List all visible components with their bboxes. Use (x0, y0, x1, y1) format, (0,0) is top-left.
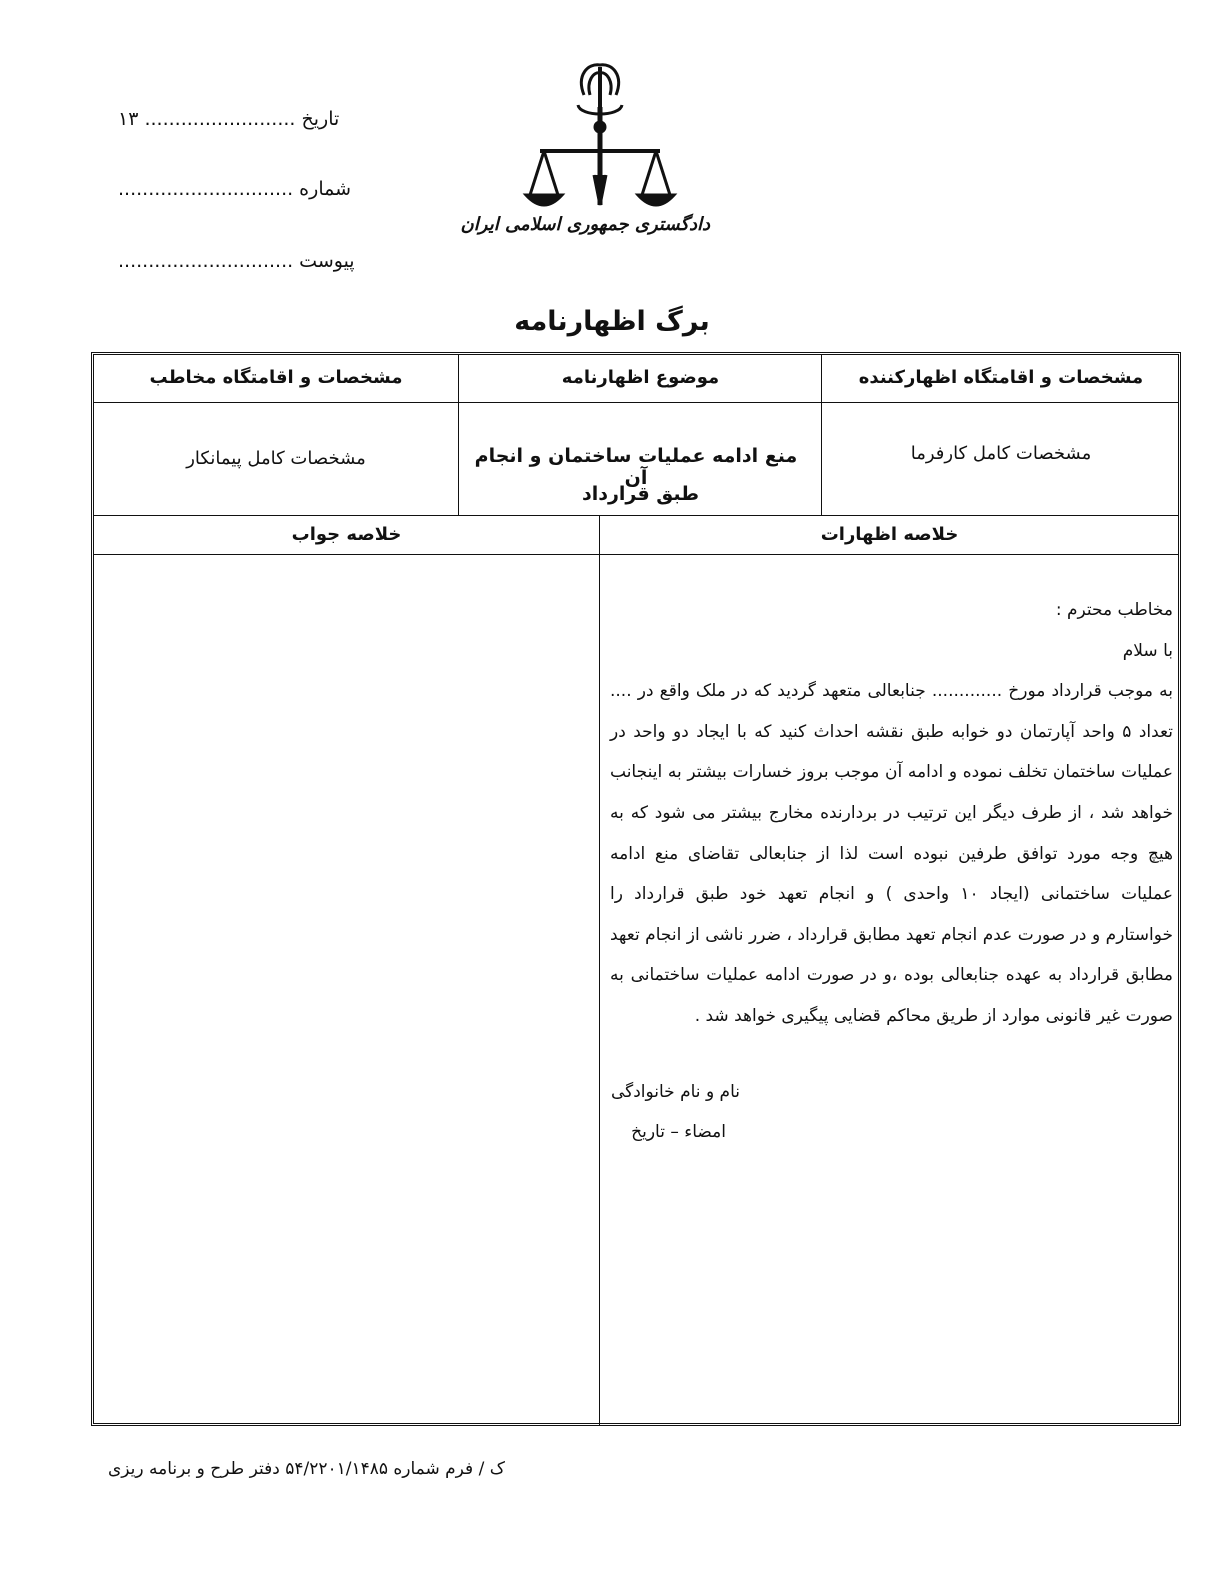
subject-value-line2: طبق قرارداد (581, 483, 700, 505)
header-reply-summary: خلاصه جواب (291, 524, 402, 545)
header-addressee: مشخصات و اقامتگاه مخاطب (149, 367, 403, 388)
table-divider (94, 402, 1178, 403)
declarant-value: مشخصات کامل کارفرما (910, 443, 1092, 464)
signature-date-label: امضاء – تاریخ (631, 1122, 726, 1142)
form-footer: ک / فرم شماره ۵۴/۲۲۰۱/۱۴۸۵ دفتر طرح و برنامه ریزی (108, 1459, 505, 1479)
salutation: مخاطب محترم : (1055, 600, 1173, 620)
statement-paragraph: به موجب قرارداد مورخ ............. جنابعالی متعهد گردید که در ملک واقع در .... تعداد ۵ واحد آپارتمان دو خوابه طبق نقشه احداث کنید که با ایجاد دو واحد در عملیات ساختمان تخلف نموده و ادامه آن موجب بروز خسارات بیشتر به اینجانب خواهد شد ، از طرف دیگر این ترتیب در بردارنده مخارج بیشتر می شود که به هیچ وجه مورد توافق طرفین نبوده است لذا از جنابعالی تقاضای منع ادامه عملیات ساختمانی (ایجاد ۱۰ واحدی ) و انجام تعهد خود طبق قرارداد را خواستارم و در صورت عدم انجام تعهد مطابق قرارداد ، ضرر ناشی از انجام تعهد مطابق قرارداد به عهده جنابعالی بوده ،و در صورت ادامه عملیات ساختمانی به صورت غیر قانونی موارد از طریق محاکم قضایی پیگیری خواهد شد . (610, 681, 1173, 1026)
page-title: برگ اظهارنامه (514, 306, 710, 337)
subject-value-line1: منع ادامه عملیات ساختمان و انجام آن (474, 445, 798, 489)
table-divider (94, 515, 1178, 516)
header-declarant: مشخصات و اقامتگاه اظهارکننده (858, 367, 1144, 388)
table-divider (599, 515, 600, 1425)
emblem-caption: دادگستری جمهوری اسلامی ایران (460, 214, 710, 235)
table-divider (94, 554, 1178, 555)
table-divider (821, 355, 822, 515)
attachment-field: پیوست ............................. (118, 250, 355, 272)
name-label: نام و نام خانوادگی (610, 1082, 740, 1102)
greeting: با سلام (1122, 640, 1173, 661)
statements-body (610, 590, 1173, 1037)
header-statements-summary: خلاصه اظهارات (820, 524, 959, 545)
header-subject: موضوع اظهارنامه (561, 367, 720, 388)
table-divider (458, 355, 459, 515)
number-field: شماره ............................. (118, 178, 352, 200)
addressee-value: مشخصات کامل پیمانکار (186, 448, 366, 469)
date-field: تاریخ ......................... ۱۳ (118, 108, 340, 130)
